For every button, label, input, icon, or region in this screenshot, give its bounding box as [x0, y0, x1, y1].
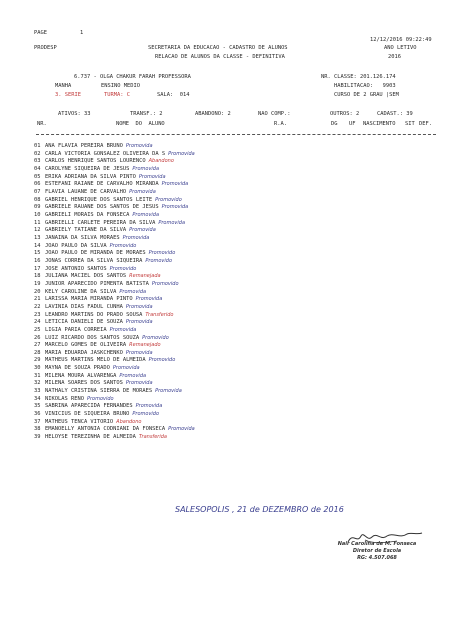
col-nr: NR.: [37, 121, 47, 127]
student-row: [34, 220, 185, 228]
student-number: 09: [34, 204, 41, 211]
student-row: [34, 258, 172, 266]
student-row: [34, 342, 161, 350]
student-number: 21: [34, 296, 41, 303]
col-dg: DG: [331, 121, 338, 127]
student-name: JUNIOR APARECIDO PIMENTA BATISTA: [45, 280, 149, 287]
student-row: [34, 212, 159, 220]
student-row: [34, 281, 179, 289]
student-status-annotation: Promovida: [161, 204, 189, 211]
student-row: [34, 411, 159, 419]
student-status-annotation: Promovida: [109, 326, 137, 333]
student-row: [34, 380, 153, 388]
student-status-annotation: Promovida: [125, 349, 153, 356]
student-number: 25: [34, 326, 41, 333]
student-row: [34, 426, 195, 434]
student-number: 12: [34, 227, 41, 234]
student-number: 13: [34, 234, 41, 241]
student-number: 17: [34, 265, 41, 272]
student-number: 07: [34, 188, 41, 195]
student-number: 15: [34, 250, 41, 257]
student-name: CAROLYNE SIQUEIRA DE JESUS: [45, 165, 130, 172]
student-number: 24: [34, 319, 41, 326]
student-status-annotation: Promovida: [125, 303, 153, 310]
school-name: 6.737 - OLGA CHAKUR FARAH PROFESSORA: [74, 74, 191, 80]
signer-role: Diretor de Escola: [352, 548, 402, 554]
student-name: ERIKA ADRIANA DA SILVA PINTO: [45, 173, 136, 180]
student-status-annotation: Promovida: [135, 403, 163, 410]
student-status-annotation: Promovida: [158, 219, 186, 226]
student-row: [34, 350, 153, 358]
stat-abandono: ABANDONO: 2: [195, 111, 231, 117]
student-name: JOSE ANTONIO SANTOS: [45, 265, 107, 272]
student-row: [34, 197, 182, 205]
student-status-annotation: Promovido: [148, 250, 176, 257]
student-number: 01: [34, 143, 41, 149]
student-name: MARIA EDUARDA JASKCHENKO: [45, 349, 123, 356]
student-name: MATHEUS TENCA VITORIO: [45, 418, 114, 425]
student-name: SABRINA APARECIDA FERNANDES: [45, 403, 133, 410]
student-number: 30: [34, 365, 41, 372]
student-name: MATHEUS MARTINS MELO DE ALMEIDA: [45, 357, 146, 364]
student-status-annotation: Promovido: [142, 334, 169, 341]
student-name: JANAINA DA SILVA MORAES: [45, 234, 120, 241]
student-name: GABRIEL HENRIQUE DOS SANTOS LEITE: [45, 196, 153, 203]
student-status-annotation: Transferido: [145, 311, 174, 318]
student-status-annotation: Promovida: [132, 165, 160, 172]
student-row: [34, 243, 136, 251]
signature-block: [322, 541, 432, 562]
student-number: 18: [34, 273, 41, 280]
school-shift: MANHA: [55, 83, 72, 89]
student-status-annotation: Abandono: [148, 158, 174, 165]
student-row: [34, 312, 173, 320]
student-name: GABRIELY TATIANE DA SILVA: [45, 227, 127, 234]
signer-name: Nair Carolina de M. Fonseca: [337, 541, 417, 547]
student-status-annotation: Promovida: [119, 288, 147, 295]
student-status-annotation: Promovido: [145, 257, 173, 264]
student-status-annotation: Promovida: [112, 365, 140, 372]
student-name: HELOYSE TEREZINHA DE ALMEIDA: [45, 434, 136, 441]
col-sit: SIT: [405, 121, 415, 127]
student-row: [34, 304, 153, 312]
student-row: [34, 235, 149, 243]
student-name: CARLA VICTORIA GONSALEZ OLIVEIRA DA S: [45, 150, 166, 157]
student-name: CARLOS HENRIQUE SANTOS LOURENCO: [45, 158, 146, 165]
student-number: 27: [34, 342, 41, 349]
student-number: 10: [34, 211, 41, 218]
stat-outros: OUTROS: 2: [330, 111, 360, 117]
student-number: 32: [34, 380, 41, 387]
student-row: [34, 357, 175, 365]
student-status-annotation: Promovido: [109, 265, 137, 272]
student-status-annotation: Transferida: [138, 434, 167, 441]
student-name: LAVINIA DIAS FADUL CUNHA: [45, 303, 123, 310]
student-name: LIGIA PARIA CORREIA: [45, 326, 107, 333]
col-nome: NOME DO ALUNO: [116, 121, 165, 127]
header-divider: [36, 134, 436, 135]
student-row: [34, 396, 114, 404]
student-number: 29: [34, 357, 41, 364]
curso: CURSO DE 2 GRAU |SEM: [334, 92, 399, 98]
student-name: LARISSA MARIA MIRANDA PINTO: [45, 296, 133, 303]
student-status-annotation: Promovida: [125, 143, 153, 149]
student-status-annotation: Remanejado: [129, 342, 161, 349]
student-status-annotation: Promovida: [125, 319, 153, 326]
student-row: [34, 181, 188, 189]
student-row: [34, 365, 140, 373]
ano-letivo-value: 2016: [388, 54, 401, 60]
student-row: [34, 403, 162, 411]
student-name: EMANOELLY ANTONIA CODNIANI DA FONSECA: [45, 426, 166, 433]
student-number: 35: [34, 403, 41, 410]
student-name: JOAO PAULO DE MIRANDA DE MORAES: [45, 250, 146, 257]
student-name: LEANDRO MARTINS DO PRADO SOUSA: [45, 311, 143, 318]
student-row: [34, 189, 156, 197]
student-status-annotation: Promovido: [155, 196, 182, 203]
print-datetime: 12/12/2016 09:22:49: [370, 37, 432, 43]
student-status-annotation: Promovido: [148, 357, 176, 364]
student-name: MILENA SOARES DOS SANTOS: [45, 380, 123, 387]
student-number: 39: [34, 434, 41, 441]
student-status-annotation: Promovido: [132, 411, 160, 418]
student-row: [34, 289, 146, 297]
student-number: 37: [34, 418, 41, 425]
col-uf: UF: [349, 121, 356, 127]
student-name: ANA FLAVIA PEREIRA BRUNO: [45, 143, 123, 149]
class-serie: 3. SERIE: [55, 92, 81, 98]
student-name: JOAO PAULO DA SILVA: [45, 242, 107, 249]
student-name: GABRIELI MORAIS DA FONSECA: [45, 211, 130, 218]
student-name: MILENA MOURA ALVARENGA: [45, 372, 117, 379]
student-name: GABRIELLI CARLETE PEREIRA DA SILVA: [45, 219, 156, 226]
student-status-annotation: Abandono: [116, 418, 142, 425]
student-row: [34, 227, 156, 235]
student-row: [34, 174, 166, 182]
student-number: 23: [34, 311, 41, 318]
stat-cadast: CADAST.: 39: [377, 111, 413, 117]
student-status-annotation: Remanejada: [129, 273, 161, 280]
student-row: [34, 158, 174, 166]
student-status-annotation: Promovido: [109, 242, 137, 249]
student-status-annotation: Promovida: [155, 388, 182, 395]
student-name: FLAVIA LAUANE DE CARVALHO: [45, 188, 127, 195]
student-number: 28: [34, 349, 41, 356]
student-number: 14: [34, 242, 41, 249]
student-status-annotation: Promovido: [151, 280, 179, 287]
col-ra: R.A.: [274, 121, 287, 127]
student-status-annotation: Promovida: [129, 188, 156, 195]
student-number: 04: [34, 165, 41, 172]
student-name: VINICIUS DE SIQUEIRA BRUNO: [45, 411, 130, 418]
student-row: [34, 419, 141, 427]
nr-classe: NR. CLASSE: 201.126.174: [321, 74, 396, 80]
student-name: NIKOLAS RENO: [45, 395, 84, 402]
student-name: KELY CAROLINE DA SILVA: [45, 288, 117, 295]
student-name: GABRIELE RAUANE DOS SANTOS DE JESUS: [45, 204, 159, 211]
ano-letivo-label: ANO LETIVO: [384, 45, 417, 51]
student-number: 31: [34, 372, 41, 379]
student-row: [34, 266, 136, 274]
student-row: [34, 373, 146, 381]
report-title: SECRETARIA DA EDUCACAO - CADASTRO DE ALUNOS: [148, 45, 288, 51]
habilitacao: HABILITACAO: 9903: [334, 83, 396, 89]
student-status-annotation: Promovida: [132, 211, 160, 218]
page-label: PAGE: [34, 30, 47, 36]
student-row: [34, 151, 195, 159]
student-number: 03: [34, 158, 41, 165]
student-name: MAYNA DE SOUZA PRADO: [45, 365, 110, 372]
student-number: 11: [34, 219, 41, 226]
student-number: 22: [34, 303, 41, 310]
student-name: MARCELO GOMES DE OLIVEIRA: [45, 342, 127, 349]
student-status-annotation: Promovido: [86, 395, 114, 402]
stat-ativos: ATIVOS: 33: [58, 111, 91, 117]
student-row: [34, 273, 161, 281]
student-number: 02: [34, 150, 41, 157]
student-row: [34, 327, 136, 335]
student-number: 16: [34, 257, 41, 264]
student-status-annotation: Promovida: [125, 380, 153, 387]
student-number: 34: [34, 395, 41, 402]
student-row: [34, 296, 162, 304]
student-number: 06: [34, 181, 41, 188]
student-name: JULIANA MACIEL DOS SANTOS: [45, 273, 127, 280]
student-status-annotation: Promovida: [135, 296, 163, 303]
student-number: 38: [34, 426, 41, 433]
student-row: [34, 143, 153, 151]
student-status-annotation: Promovida: [168, 426, 195, 433]
org-label: PRODESP: [34, 45, 57, 51]
student-status-annotation: Promovida: [129, 227, 156, 234]
page-number: 1: [80, 30, 84, 36]
student-number: 33: [34, 388, 41, 395]
student-row: [34, 434, 167, 442]
stat-transf: TRANSF.: 2: [130, 111, 163, 117]
place-date: SALESOPOLIS , 21 de DEZEMBRO de 2016: [175, 505, 344, 514]
student-number: 26: [34, 334, 41, 341]
student-number: 19: [34, 280, 41, 287]
student-number: 05: [34, 173, 41, 180]
student-name: LUIZ RICARDO DOS SANTOS SOUZA: [45, 334, 140, 341]
signer-rg: RG: 4.507.068: [357, 555, 397, 561]
student-name: LETICIA DANIELI DE SOUZA: [45, 319, 123, 326]
student-row: [34, 388, 182, 396]
class-sala: SALA: 014: [157, 92, 190, 98]
student-row: [34, 204, 188, 212]
stat-nao-comp: NAO COMP.:: [258, 111, 291, 117]
student-name: JONAS CORREA DA SILVA SIQUEIRA: [45, 257, 143, 264]
student-status-annotation: Promovida: [168, 150, 195, 157]
report-subtitle: RELACAO DE ALUNOS DA CLASSE - DEFINITIVA: [155, 54, 285, 60]
student-name: NATHALY CRISTINA SIERRA DE MORAES: [45, 388, 153, 395]
student-row: [34, 250, 175, 258]
student-number: 36: [34, 411, 41, 418]
student-row: [34, 335, 169, 343]
school-level: ENSINO MEDIO: [101, 83, 140, 89]
student-row: [34, 166, 159, 174]
student-number: 20: [34, 288, 41, 295]
student-status-annotation: Promovida: [161, 181, 189, 188]
student-status-annotation: Promovida: [119, 372, 147, 379]
student-row: [34, 319, 153, 327]
student-status-annotation: Promovida: [138, 173, 166, 180]
student-name: ESTEFANI RAIANE DE CARVALHO MIRANDA: [45, 181, 159, 188]
student-status-annotation: Promovida: [122, 234, 150, 241]
col-nascimento: NASCIMENTO: [363, 121, 396, 127]
student-number: 08: [34, 196, 41, 203]
class-turma: TURMA: C: [104, 92, 130, 98]
col-def: DEF.: [419, 121, 432, 127]
